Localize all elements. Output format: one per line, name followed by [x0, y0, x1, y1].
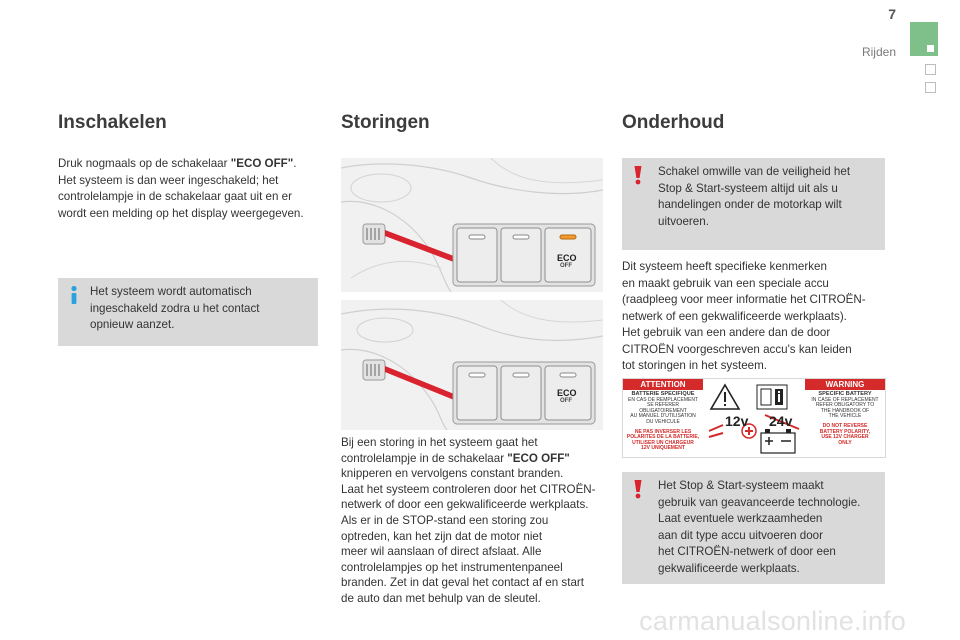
chapter-tab [925, 64, 936, 75]
warning-line: aan dit type accu uitvoeren door [658, 528, 823, 542]
exclamation-icon [630, 165, 646, 185]
heading-storingen: Storingen [341, 112, 430, 133]
battery-warning-label [622, 378, 886, 458]
switch-illustration-normal [341, 158, 603, 292]
warning-line: gekwalificeerde werkplaats. [658, 561, 800, 575]
info-icon [66, 285, 82, 305]
inschakelen-paragraph: Druk nogmaals op de schakelaar "ECO OFF". Het systeem is dan weer ingeschakeld; het controlelampje in de schakelaar gaat uit en er wordt een melding op het display weergegeven. [58, 157, 304, 220]
warning-line: Schakel omwille van de veiligheid het [658, 165, 851, 178]
label-attention: ATTENTION [623, 379, 703, 390]
label-english-text: SPECIFIC BATTERY IN CASE OF REPLACEMENT REFER OBLIGATORY TO THE HANDBOOK OF THE VEHICLE DO NOT REVERSE BATTERY POLARITY, USE 12V CHARGER ONLY [811, 391, 879, 446]
chapter-tab-active [910, 22, 938, 56]
warning-line: Laat eventuele werkzaamheden [658, 512, 823, 525]
onderhoud-paragraph: Dit systeem heeft specifieke kenmerken en maakt gebruik van een speciale accu (raadpleeg voor meer informatie het CITROËN- netwerk of een gekwalificeerde werkplaats). Het gebruik van een andere dan de door CITROËN voorgeschreven accu's kan leiden tot storingen in het systeem. [622, 260, 866, 372]
info-line: ingeschakeld zodra u het contact [90, 301, 260, 315]
off-label: OFF [560, 398, 572, 404]
chapter-tab [925, 82, 936, 93]
warning-line: het CITROËN-netwerk of door een [658, 545, 836, 558]
label-warning: WARNING [805, 379, 885, 390]
switch-illustration-fault [341, 300, 603, 430]
storingen-paragraph: Bij een storing in het systeem gaat het controlelampje in de schakelaar "ECO OFF" knipperen en vervolgens constant branden. Laat het systeem controleren door het CITROËN- netwerk of door een gekwalificeerde werkplaats. Als er in de STOP-stand een storing zou optreden, kan het zijn dat de motor niet meer wil aanslaan of direct afslaat. Alle controlelampjes op het instrumentenpaneel branden. Zet in dat geval het contact af en start de auto dan met behulp van de sleutel. [341, 436, 596, 605]
warning-line: uitvoeren. [658, 214, 709, 228]
dashboard-drawing [341, 300, 603, 430]
info-note [58, 278, 318, 346]
warning-line: Het Stop & Start-systeem maakt [658, 479, 824, 492]
section-name: Rijden [861, 45, 896, 59]
exclamation-icon [630, 479, 646, 499]
off-label: OFF [560, 263, 572, 269]
warning-line: gebruik van geavanceerde technologie. [658, 495, 861, 509]
eco-label: ECO [557, 388, 577, 398]
label-24v: 24v [769, 413, 793, 429]
warning-line: Stop & Start-systeem altijd uit als u [658, 181, 838, 195]
heading-onderhoud: Onderhoud [622, 112, 725, 133]
warning-note-2 [622, 472, 885, 584]
label-12v: 12v [725, 413, 749, 429]
info-line: Het systeem wordt automatisch [90, 285, 252, 298]
label-french-text: BATTERIE SPECIFIQUE EN CAS DE REMPLACEMENT SE REFERER OBLIGATOIREMENT AU MANUEL D'UTILISATION DU VEHICULE NE PAS INVERSER LES POLARITES DE LA BATTERIE, UTILISER UN CHARGEUR 12V UNIQUEMENT [626, 391, 700, 452]
info-line: opnieuw aanzet. [90, 318, 175, 331]
warning-note-1 [622, 158, 885, 250]
dashboard-drawing [341, 158, 603, 292]
warning-line: handelingen onder de motorkap wilt [658, 198, 842, 211]
page-number: 7 [888, 6, 896, 22]
watermark: carmanualsonline.info [639, 606, 906, 636]
heading-inschakelen: Inschakelen [58, 112, 167, 133]
eco-label: ECO [557, 253, 577, 263]
